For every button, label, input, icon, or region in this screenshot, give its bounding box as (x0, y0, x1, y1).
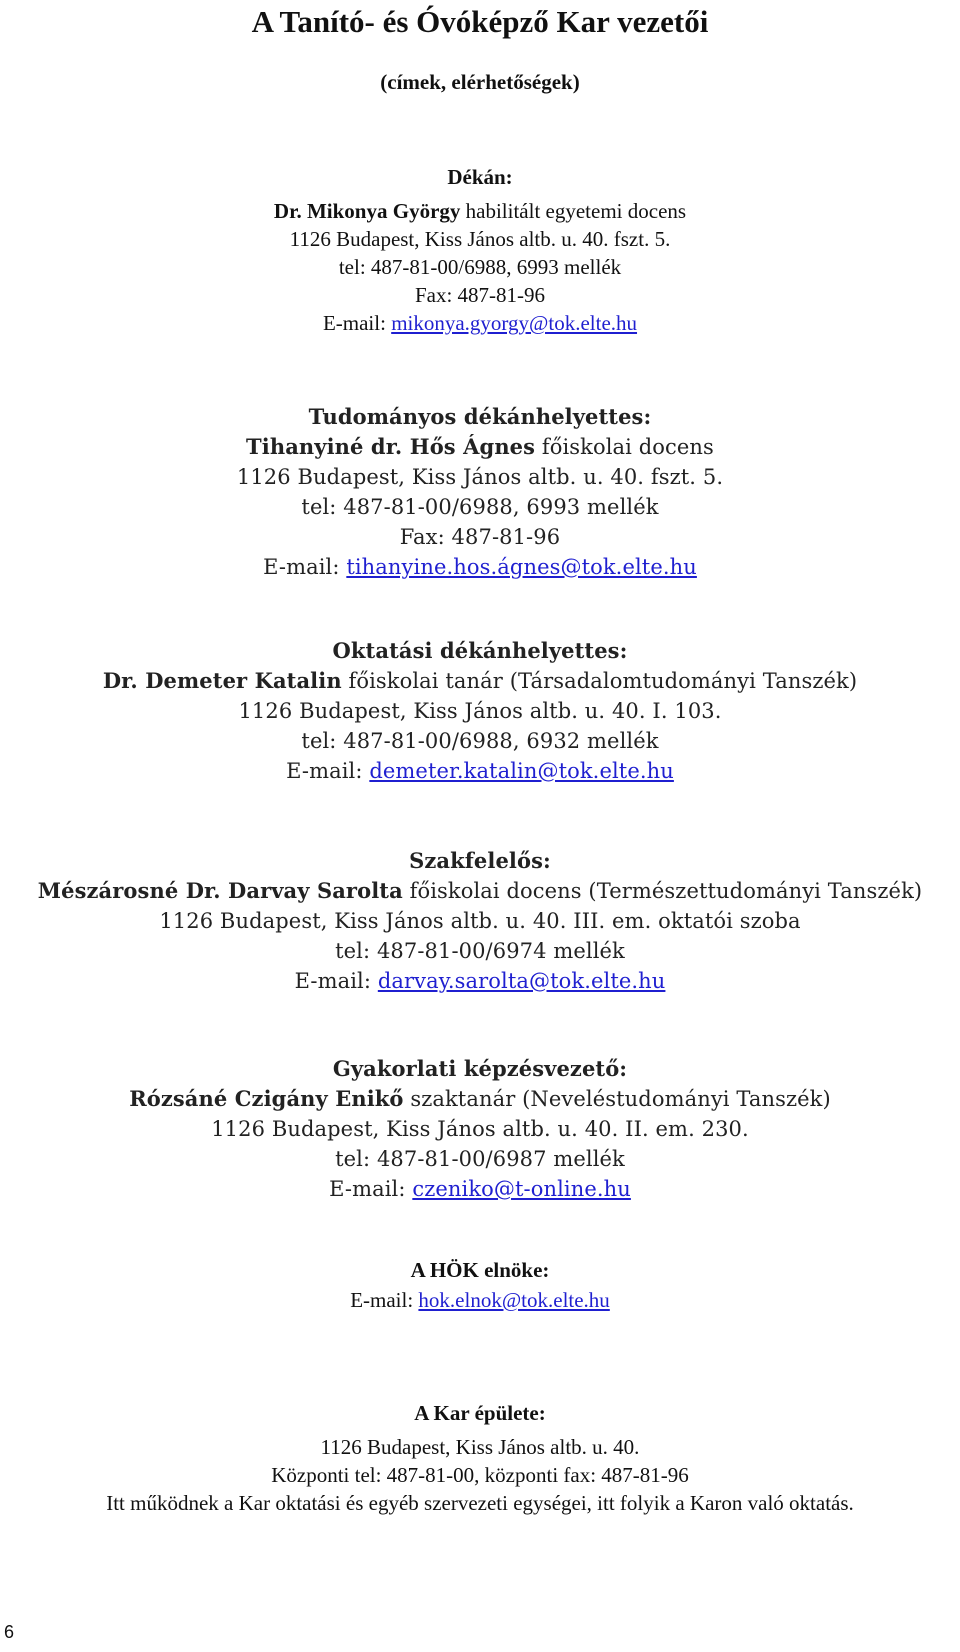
dekan-email-link[interactable]: mikonya.gyorgy@tok.elte.hu (391, 311, 638, 335)
szakfelelos-address: 1126 Budapest, Kiss János altb. u. 40. III. em. oktatói szoba (159, 909, 801, 933)
oktatasi-address: 1126 Budapest, Kiss János altb. u. 40. I. 103. (238, 699, 722, 723)
tudomanyos-fax: Fax: 487-81-96 (399, 525, 561, 549)
page-number: 6 (4, 1622, 15, 1642)
szakfelelos-name-line (0, 876, 960, 906)
oktatasi-heading: Oktatási dékánhelyettes: (332, 638, 628, 663)
tudomanyos-role: főiskolai docens (535, 435, 714, 459)
szakfelelos-email-link[interactable]: darvay.sarolta@tok.elte.hu (377, 969, 666, 993)
gyakorlati-heading: Gyakorlati képzésvezető: (332, 1056, 628, 1081)
epulet-address: 1126 Budapest, Kiss János altb. u. 40. (320, 1435, 640, 1459)
epulet-phones: Központi tel: 487-81-00, központi fax: 487-81-96 (271, 1463, 689, 1487)
oktatasi-email-line (0, 756, 960, 786)
oktatasi-tel: tel: 487-81-00/6988, 6932 mellék (301, 729, 659, 753)
gyakorlati-section (0, 1054, 960, 1204)
dekan-email-line (0, 309, 960, 337)
gyakorlati-tel: tel: 487-81-00/6987 mellék (335, 1147, 625, 1171)
gyakorlati-name-line (0, 1084, 960, 1114)
page-subtitle: (címek, elérhetőségek) (380, 70, 580, 94)
tudomanyos-address: 1126 Budapest, Kiss János altb. u. 40. fszt. 5. (236, 465, 724, 489)
oktatasi-email-label: E-mail: (286, 759, 370, 783)
hok-email-link[interactable]: hok.elnok@tok.elte.hu (418, 1288, 610, 1312)
dekan-heading: Dékán: (447, 165, 513, 189)
page-title: A Tanító- és Óvóképző Kar vezetői (251, 4, 709, 39)
gyakorlati-email-line (0, 1174, 960, 1204)
oktatasi-email-link[interactable]: demeter.katalin@tok.elte.hu (369, 759, 674, 783)
dekan-fax: Fax: 487-81-96 (414, 283, 546, 307)
tudomanyos-name: Tihanyiné dr. Hős Ágnes (246, 434, 536, 459)
hok-section (0, 1256, 960, 1314)
dekan-role: habilitált egyetemi docens (460, 199, 687, 223)
gyakorlati-email-label: E-mail: (329, 1177, 413, 1201)
dekan-tel: tel: 487-81-00/6988, 6993 mellék (338, 255, 622, 279)
szakfelelos-email-label: E-mail: (294, 969, 378, 993)
dekan-name: Dr. Mikonya György (273, 199, 461, 223)
dekan-section (0, 163, 960, 337)
epulet-note: Itt működnek a Kar oktatási és egyéb szervezeti egységei, itt folyik a Karon való oktatás. (106, 1491, 854, 1515)
dekan-email-label: E-mail: (322, 311, 392, 335)
szakfelelos-email-line (0, 966, 960, 996)
szakfelelos-role: főiskolai docens (Természettudományi Tanszék) (402, 879, 923, 903)
tudomanyos-heading: Tudományos dékánhelyettes: (308, 404, 652, 429)
gyakorlati-address: 1126 Budapest, Kiss János altb. u. 40. II. em. 230. (211, 1117, 749, 1141)
tudomanyos-section (0, 402, 960, 582)
dekan-address: 1126 Budapest, Kiss János altb. u. 40. fszt. 5. (289, 227, 671, 251)
tudomanyos-email-line (0, 552, 960, 582)
szakfelelos-tel: tel: 487-81-00/6974 mellék (335, 939, 625, 963)
hok-email-label: E-mail: (350, 1288, 419, 1312)
tudomanyos-email-link[interactable]: tihanyine.hos.ágnes@tok.elte.hu (346, 555, 697, 579)
dekan-name-line (0, 197, 960, 225)
oktatasi-name: Dr. Demeter Katalin (102, 668, 342, 693)
tudomanyos-tel: tel: 487-81-00/6988, 6993 mellék (301, 495, 659, 519)
szakfelelos-section (0, 846, 960, 996)
oktatasi-section (0, 636, 960, 786)
szakfelelos-name: Mészárosné Dr. Darvay Sarolta (37, 878, 403, 903)
szakfelelos-heading: Szakfelelős: (409, 848, 551, 873)
gyakorlati-email-link[interactable]: czeniko@t-online.hu (412, 1177, 631, 1201)
hok-heading: A HÖK elnöke: (410, 1258, 550, 1282)
oktatasi-name-line (0, 666, 960, 696)
tudomanyos-name-line (0, 432, 960, 462)
oktatasi-role: főiskolai tanár (Társadalomtudományi Tanszék) (341, 669, 858, 693)
tudomanyos-email-label: E-mail: (263, 555, 347, 579)
gyakorlati-role: szaktanár (Neveléstudományi Tanszék) (403, 1087, 831, 1111)
epulet-heading: A Kar épülete: (414, 1401, 546, 1425)
epulet-section (0, 1399, 960, 1517)
hok-email-line (0, 1286, 960, 1314)
gyakorlati-name: Rózsáné Czigány Enikő (129, 1086, 404, 1111)
